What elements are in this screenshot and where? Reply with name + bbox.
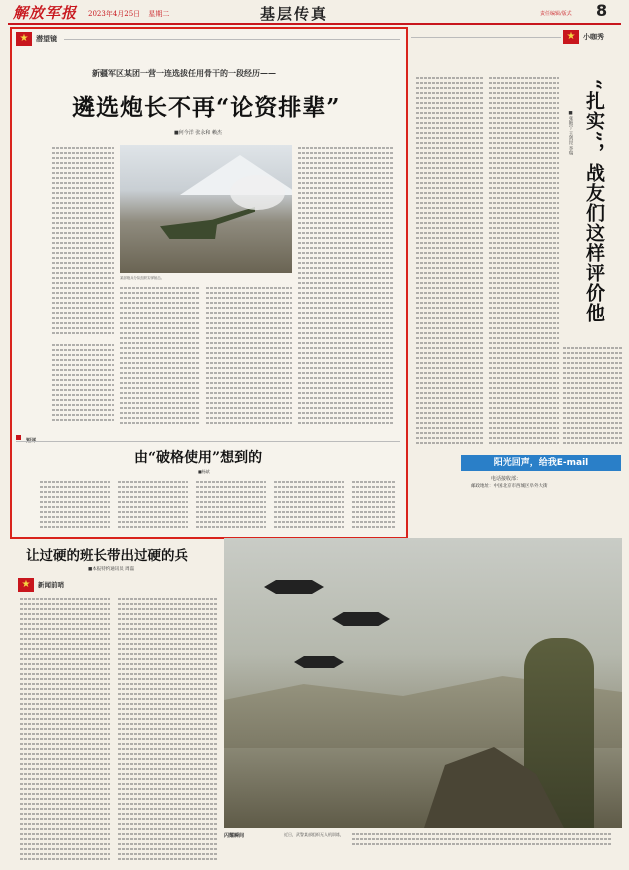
photo-howitzer xyxy=(160,207,255,239)
photo-caption: 某部炮兵分队组织实弹射击。 xyxy=(120,276,165,280)
email-ad-line2: 邮政地址：中国北京市西城区阜外大街 xyxy=(471,484,548,489)
star-badge-icon: ★ xyxy=(16,32,32,46)
article-body-lower-3 xyxy=(206,287,292,427)
article-body-col1 xyxy=(52,147,114,337)
comment-body-4 xyxy=(274,481,344,533)
sidebar-body-2 xyxy=(489,77,559,447)
comment-rule xyxy=(16,441,400,442)
comment-tag xyxy=(16,427,36,446)
photo-drone-2 xyxy=(332,612,390,626)
article-subtitle: 新疆军区某团一营一连选拔任用骨干的一段经历—— xyxy=(92,68,276,78)
sidebar-vertical-byline: ■张艳宁 王剑昆 李瑞 xyxy=(568,111,573,155)
column-tag-rule xyxy=(64,39,400,40)
comment-body-5 xyxy=(352,481,396,533)
sidebar-rule xyxy=(411,37,561,38)
email-ad-headline[interactable]: 阳光回声，给我E-mail xyxy=(461,455,621,471)
article-body-lower-2 xyxy=(120,287,200,427)
bottom-article-byline: ■本报特约通讯员 周磊 xyxy=(88,567,135,572)
photo-story-caption-lines xyxy=(352,833,612,863)
sidebar-body-1 xyxy=(416,77,484,447)
newspaper-logo: 解放军报 xyxy=(13,4,78,22)
bottom-body-2 xyxy=(118,598,218,866)
sidebar-tag-label: 小咖秀 xyxy=(583,33,604,41)
masthead xyxy=(0,0,629,26)
comment-tag-icon xyxy=(16,435,21,440)
photo-drone-1 xyxy=(264,580,324,594)
photo-story-tag: 闪耀瞬间 xyxy=(224,833,245,839)
comment-byline: ■杨斌 xyxy=(198,469,210,474)
sidebar xyxy=(411,27,623,535)
sidebar-star-icon: ★ xyxy=(563,30,579,44)
sidebar-tag xyxy=(411,30,623,44)
column-tag-header xyxy=(16,32,400,46)
weekday: 星期二 xyxy=(148,10,170,18)
drone-photo xyxy=(224,538,622,828)
article-photo xyxy=(120,145,292,273)
email-ad-line1: 电话接收部： xyxy=(491,476,522,482)
bottom-body-1 xyxy=(20,598,110,866)
sidebar-body-3 xyxy=(563,347,623,447)
bottom-article-tag-label: 新闻前哨 xyxy=(38,581,64,589)
bottom-article-title: 让过硬的班长带出过硬的兵 xyxy=(26,548,188,564)
page-number: 8 xyxy=(596,1,608,20)
photo-story-caption: 近日，武警某部组织无人机训练， xyxy=(284,832,344,837)
article-body-lower-1 xyxy=(52,344,114,426)
email-ad xyxy=(461,455,621,495)
editor-label: 责任编辑/版式 xyxy=(540,11,572,17)
masthead-rule xyxy=(8,23,621,25)
photo-story-bar xyxy=(224,830,622,870)
comment-title: 由“破格使用”想到的 xyxy=(134,450,263,466)
photo-smoke xyxy=(230,175,285,210)
column-tag-label: 潜望镜 xyxy=(36,35,57,43)
article-body-col3 xyxy=(298,147,394,427)
sidebar-vertical-title: “扎实”，战友们这样评价他 xyxy=(583,79,605,323)
issue-date: 2023年4月25日 星期二 xyxy=(88,10,170,18)
bottom-article xyxy=(18,538,218,870)
bottom-star-icon: ★ xyxy=(18,578,34,592)
photo-drone-3 xyxy=(294,656,344,668)
comment-body-3 xyxy=(196,481,266,533)
article-title: 遴选炮长不再“论资排辈” xyxy=(72,94,341,121)
section-title: 基层传真 xyxy=(260,5,329,23)
main-article-box xyxy=(10,27,408,539)
bottom-article-tag xyxy=(18,578,218,594)
comment-body-2 xyxy=(118,481,188,533)
comment-body-1 xyxy=(40,481,110,533)
article-byline: ■何今洋 张永和 赖杰 xyxy=(174,130,222,136)
